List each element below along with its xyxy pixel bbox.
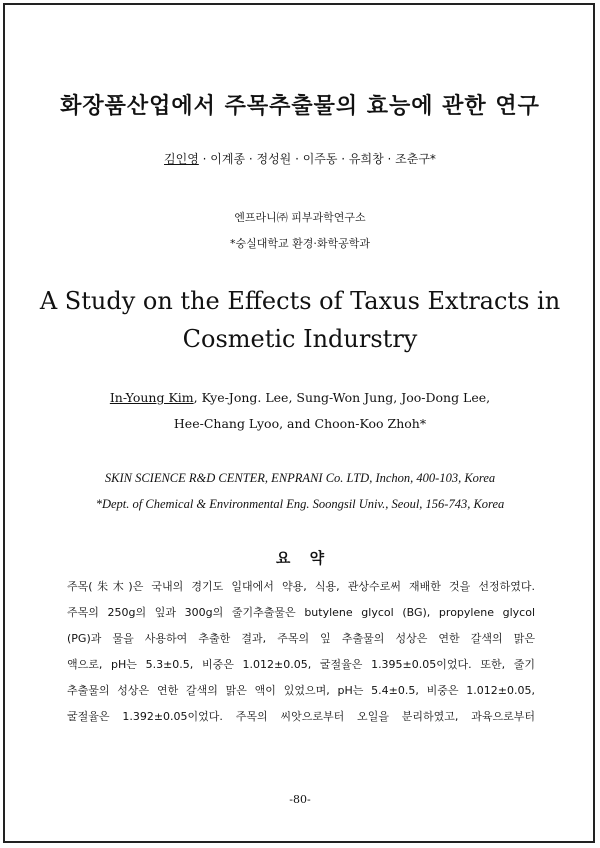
abstract-line: 굴절율은 1.392±0.05이었다. 주목의 씨앗으로부터 오일을 분리하였고, 과육으로부터 (67, 710, 535, 723)
co-authors-en-line-1: , Kye-Jong. Lee, Sung-Won Jung, Joo-Dong Lee, (193, 390, 491, 405)
korean-affiliation-2: *숭실대학교 환경·화학공학과 (229, 237, 370, 250)
abstract-line: 주목(朱木)은 국내의 경기도 일대에서 약용, 식용, 관상수로써 재배한 것을 선정하였다. (67, 580, 535, 593)
first-author-kr: 김인영 (164, 152, 199, 166)
co-authors-kr: · 이계종 · 정성원 · 이주동 · 유희창 · 조춘구* (198, 152, 436, 166)
abstract-line: 액으로, pH는 5.3±0.5, 비중은 1.012±0.05, 굴절율은 1.395±0.05이었다. 또한, 줄기 (67, 658, 535, 671)
english-title-line-2: Cosmetic Indurstry (182, 325, 418, 353)
korean-author-list (0, 150, 600, 167)
english-affiliation-1: SKIN SCIENCE R&D CENTER, ENPRANI Co. LTD, Inchon, 400-103, Korea (104, 471, 496, 485)
korean-affiliation-1: 엔프라니㈜ 피부과학연구소 (234, 211, 366, 224)
abstract-body (67, 578, 535, 734)
english-author-list-line-2: Hee-Chang Lyoo, and Choon-Koo Zhoh* (173, 416, 427, 431)
abstract-line: 주목의 250g의 잎과 300g의 줄기추출물은 butylene glycol (BG), propylene glycol (67, 606, 535, 619)
first-author-en: In-Young Kim (109, 390, 194, 405)
english-affiliation-2: *Dept. of Chemical & Environmental Eng. Soongsil Univ., Seoul, 156-743, Korea (95, 497, 505, 511)
abstract-line: 추출물의 성상은 연한 갈색의 맑은 액이 있었으며, pH는 5.4±0.5, 비중은 1.012±0.05, (67, 684, 535, 697)
page-number: -80- (289, 793, 311, 806)
abstract-line: (PG)과 물을 사용하여 추출한 결과, 주목의 잎 추출물의 성상은 연한 갈색의 맑은 (67, 632, 535, 645)
abstract-heading: 요 약 (275, 549, 325, 567)
korean-title: 화장품산업에서 주목추출물의 효능에 관한 연구 (60, 94, 540, 119)
english-author-list-line-1 (0, 390, 600, 405)
english-title-line-1: A Study on the Effects of Taxus Extracts in (39, 287, 561, 315)
